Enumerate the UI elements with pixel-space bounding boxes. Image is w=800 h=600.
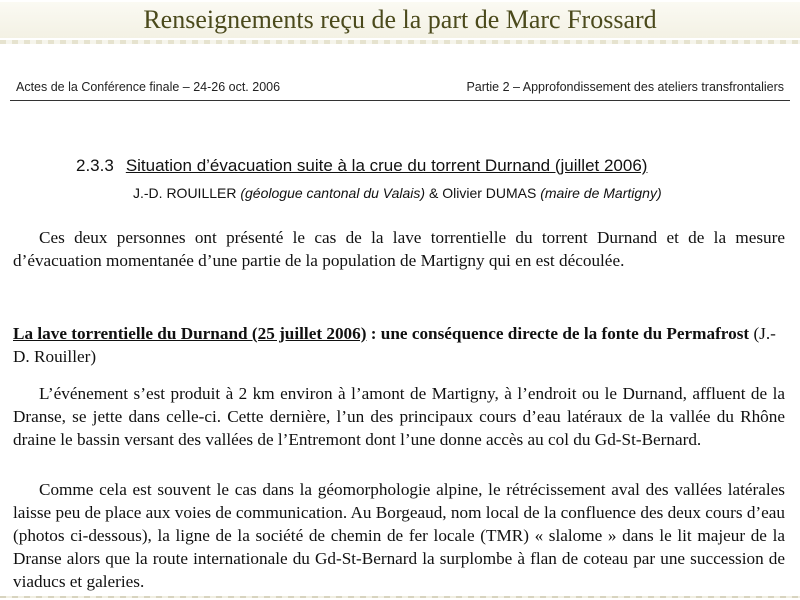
title-divider [0, 40, 800, 44]
body-paragraph-1: L’événement s’est produit à 2 km environ à l’amont de Martigny, à l’endroit ou le Durnand, affluent de la Dranse, se jette dans celle-ci. Cette dernière, l’un des principaux cours d’eau latéraux de la vallée du Rhône draine le bassin versant des vallées de l’Entremont dont l’une donne accès au col du Gd-St-Bernard. [13, 384, 785, 449]
subsection-title-rest: : une conséquence directe de la fonte du Permafrost [366, 324, 750, 343]
author-role-1: (géologue cantonal du Valais) [240, 185, 426, 201]
subsection-title-underlined: La lave torrentielle du Durnand (25 juillet 2006) [13, 324, 367, 343]
section-title: Situation d’évacuation suite à la crue du torrent Durnand (juillet 2006) [125, 156, 648, 175]
body-paragraph-2: Comme cela est souvent le cas dans la géomorphologie alpine, le rétrécissement aval des vallées latérales laisse peu de place aux voies de communication. Au Borgeaud, nom local de la confluence des deux cours d’eau (photos ci-dessous), la ligne de la société de chemin de fer locale (TMR) « slalome » dans le lit majeur de la Dranse alors que la route internationale du Gd-St-Bernard la surplombe à flan de coteau par une succession de viaducs et galeries. [13, 480, 785, 591]
slide-title: Renseignements reçu de la part de Marc Frossard [0, 2, 800, 38]
subsection-heading [13, 322, 785, 368]
author-ampersand: & [428, 185, 439, 201]
section-number: 2.3.3 [76, 156, 114, 175]
author-role-2: (maire de Martigny) [540, 185, 662, 201]
subsection-author: (J.-D. Rouiller) [13, 324, 776, 366]
intro-paragraph: Ces deux personnes ont présenté le cas de la lave torrentielle du torrent Durnand et de la mesure d’évacuation momentanée d’une partie de la population de Martigny qui en est découlée. [13, 228, 785, 270]
bottom-divider [0, 596, 800, 598]
header-rule [10, 100, 790, 101]
author-name-1: J.-D. ROUILLER [133, 185, 237, 201]
author-name-2: Olivier DUMAS [442, 185, 537, 201]
authors-line [133, 185, 662, 201]
section-heading [76, 156, 647, 176]
document-header-left: Actes de la Conférence finale – 24-26 oct. 2006 [16, 80, 281, 94]
document-header-right: Partie 2 – Approfondissement des ateliers transfrontaliers [466, 80, 784, 94]
